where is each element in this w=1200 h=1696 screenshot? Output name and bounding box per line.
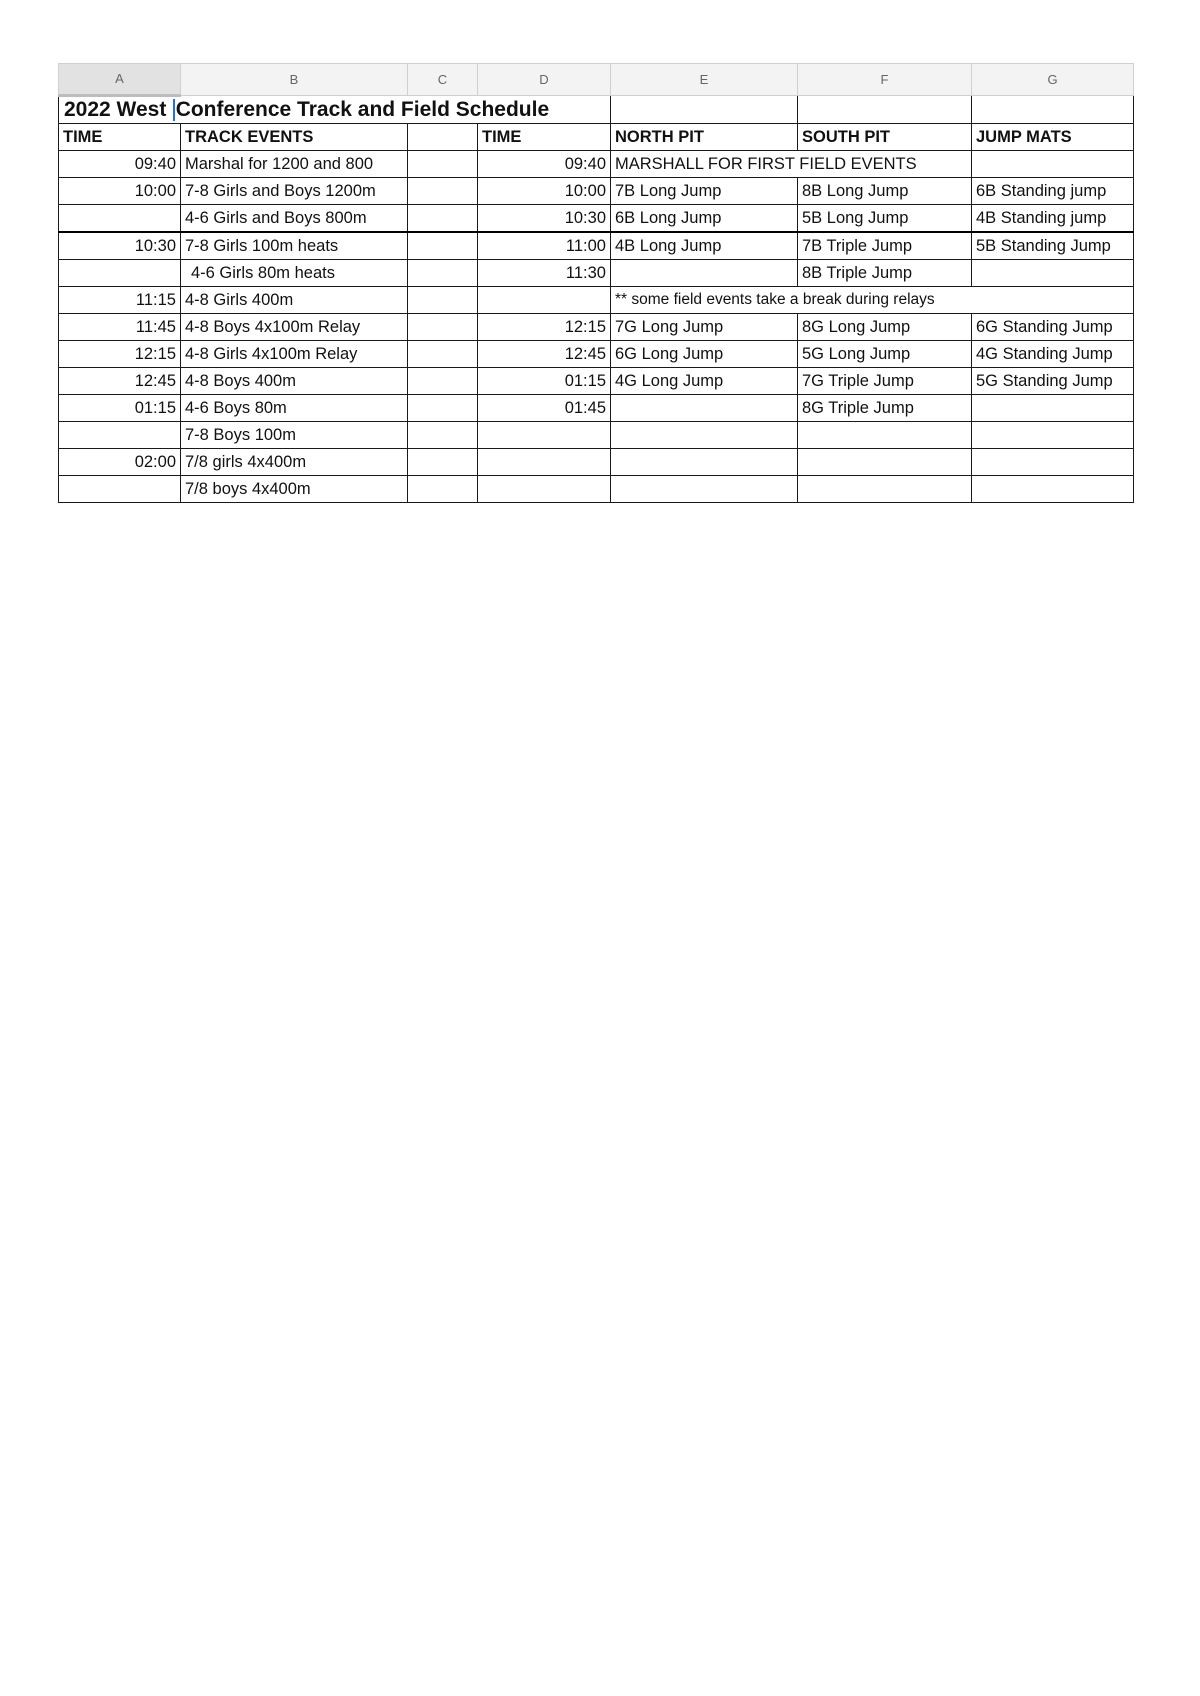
time-cell[interactable]: 10:30 xyxy=(59,232,181,260)
south-pit-cell[interactable] xyxy=(798,449,972,476)
time-cell[interactable] xyxy=(59,260,181,287)
north-pit-cell[interactable]: MARSHALL FOR FIRST FIELD EVENTS xyxy=(611,151,972,178)
header-track-events[interactable]: TRACK EVENTS xyxy=(181,124,408,151)
jump-mats-cell[interactable]: 4B Standing jump xyxy=(972,205,1134,233)
track-event-cell[interactable]: 7-8 Girls and Boys 1200m xyxy=(181,178,408,205)
time-cell[interactable] xyxy=(59,422,181,449)
column-header-row xyxy=(59,64,1134,96)
north-pit-cell[interactable] xyxy=(611,395,798,422)
blank-cell[interactable] xyxy=(408,395,478,422)
jump-mats-cell[interactable]: 5G Standing Jump xyxy=(972,368,1134,395)
track-event-cell[interactable]: 4-8 Boys 400m xyxy=(181,368,408,395)
north-pit-cell[interactable] xyxy=(611,422,798,449)
south-pit-cell[interactable]: 5G Long Jump xyxy=(798,341,972,368)
track-event-cell[interactable]: 4-6 Girls and Boys 800m xyxy=(181,205,408,233)
column-header-b[interactable]: B xyxy=(181,64,408,96)
time-cell[interactable]: 12:15 xyxy=(59,341,181,368)
blank-cell[interactable] xyxy=(408,232,478,260)
south-pit-cell[interactable]: 8G Long Jump xyxy=(798,314,972,341)
blank-cell[interactable] xyxy=(408,205,478,233)
track-event-cell[interactable]: 4-8 Girls 400m xyxy=(181,287,408,314)
track-event-cell[interactable]: Marshal for 1200 and 800 xyxy=(181,151,408,178)
column-header-c[interactable]: C xyxy=(408,64,478,96)
table-row xyxy=(59,287,1134,314)
south-pit-cell[interactable] xyxy=(798,422,972,449)
jump-mats-cell[interactable]: 5B Standing Jump xyxy=(972,232,1134,260)
relay-break-note[interactable]: ** some field events take a break during relays xyxy=(611,287,1134,314)
time-cell[interactable] xyxy=(59,205,181,233)
schedule-table xyxy=(58,63,1134,503)
column-header-d[interactable]: D xyxy=(478,64,611,96)
jump-mats-cell[interactable] xyxy=(972,476,1134,503)
field-time-cell[interactable]: 12:45 xyxy=(478,341,611,368)
north-pit-cell[interactable]: 4B Long Jump xyxy=(611,232,798,260)
header-north-pit[interactable]: NORTH PIT xyxy=(611,124,798,151)
table-row xyxy=(59,449,1134,476)
jump-mats-cell[interactable] xyxy=(972,422,1134,449)
field-time-cell[interactable] xyxy=(478,449,611,476)
header-time-a[interactable]: TIME xyxy=(59,124,181,151)
jump-mats-cell[interactable]: 6G Standing Jump xyxy=(972,314,1134,341)
blank-cell[interactable] xyxy=(408,476,478,503)
table-row xyxy=(59,314,1134,341)
table-row xyxy=(59,368,1134,395)
track-event-cell[interactable]: 4-8 Girls 4x100m Relay xyxy=(181,341,408,368)
track-event-cell[interactable]: 4-6 Girls 80m heats xyxy=(181,260,408,287)
blank-cell[interactable] xyxy=(408,368,478,395)
south-pit-cell[interactable] xyxy=(798,476,972,503)
south-pit-cell[interactable]: 8B Long Jump xyxy=(798,178,972,205)
time-cell[interactable]: 10:00 xyxy=(59,178,181,205)
time-cell[interactable]: 09:40 xyxy=(59,151,181,178)
spreadsheet xyxy=(58,63,1134,503)
jump-mats-cell[interactable] xyxy=(972,449,1134,476)
field-time-cell[interactable]: 11:00 xyxy=(478,232,611,260)
north-pit-cell[interactable]: 7G Long Jump xyxy=(611,314,798,341)
track-event-cell[interactable]: 7/8 boys 4x400m xyxy=(181,476,408,503)
blank-cell[interactable] xyxy=(408,260,478,287)
blank-cell[interactable] xyxy=(408,151,478,178)
blank-cell[interactable] xyxy=(408,314,478,341)
cell-e1[interactable] xyxy=(611,96,798,124)
field-time-cell[interactable] xyxy=(478,422,611,449)
header-blank-c[interactable] xyxy=(408,124,478,151)
table-row xyxy=(59,422,1134,449)
field-time-cell[interactable]: 10:30 xyxy=(478,205,611,233)
field-time-cell[interactable] xyxy=(478,287,611,314)
cell-g1[interactable] xyxy=(972,96,1134,124)
header-jump-mats[interactable]: JUMP MATS xyxy=(972,124,1134,151)
table-row xyxy=(59,395,1134,422)
table-row xyxy=(59,178,1134,205)
track-event-cell[interactable]: 7-8 Boys 100m xyxy=(181,422,408,449)
track-event-cell[interactable]: 4-8 Boys 4x100m Relay xyxy=(181,314,408,341)
blank-cell[interactable] xyxy=(408,287,478,314)
field-time-cell[interactable]: 01:15 xyxy=(478,368,611,395)
cell-f1[interactable] xyxy=(798,96,972,124)
north-pit-cell[interactable] xyxy=(611,260,798,287)
text-cursor xyxy=(173,99,175,121)
time-cell[interactable]: 02:00 xyxy=(59,449,181,476)
time-cell[interactable]: 12:45 xyxy=(59,368,181,395)
blank-cell[interactable] xyxy=(408,178,478,205)
blank-cell[interactable] xyxy=(408,449,478,476)
blank-cell[interactable] xyxy=(408,341,478,368)
south-pit-cell[interactable]: 7G Triple Jump xyxy=(798,368,972,395)
north-pit-cell[interactable] xyxy=(611,449,798,476)
sheet-title-part-1: 2022 West xyxy=(64,98,173,121)
field-time-cell[interactable]: 12:15 xyxy=(478,314,611,341)
header-row xyxy=(59,124,1134,151)
jump-mats-cell[interactable] xyxy=(972,395,1134,422)
header-time-d[interactable]: TIME xyxy=(478,124,611,151)
jump-mats-cell[interactable] xyxy=(972,151,1134,178)
column-header-e[interactable]: E xyxy=(611,64,798,96)
column-header-a[interactable]: A xyxy=(59,64,181,96)
table-row xyxy=(59,151,1134,178)
jump-mats-cell[interactable] xyxy=(972,260,1134,287)
column-header-f[interactable]: F xyxy=(798,64,972,96)
blank-cell[interactable] xyxy=(408,422,478,449)
south-pit-cell[interactable]: 8G Triple Jump xyxy=(798,395,972,422)
north-pit-cell[interactable]: 4G Long Jump xyxy=(611,368,798,395)
field-time-cell[interactable]: 10:00 xyxy=(478,178,611,205)
field-time-cell[interactable] xyxy=(478,476,611,503)
south-pit-cell[interactable]: 8B Triple Jump xyxy=(798,260,972,287)
south-pit-cell[interactable]: 5B Long Jump xyxy=(798,205,972,233)
time-cell[interactable]: 01:15 xyxy=(59,395,181,422)
header-south-pit[interactable]: SOUTH PIT xyxy=(798,124,972,151)
track-event-cell[interactable]: 7/8 girls 4x400m xyxy=(181,449,408,476)
field-time-cell[interactable]: 09:40 xyxy=(478,151,611,178)
south-pit-cell[interactable]: 7B Triple Jump xyxy=(798,232,972,260)
table-row xyxy=(59,341,1134,368)
table-row xyxy=(59,476,1134,503)
table-row xyxy=(59,232,1134,260)
track-event-cell[interactable]: 4-6 Boys 80m xyxy=(181,395,408,422)
sheet-title-part-2: Conference Track and Field Schedule xyxy=(175,98,550,121)
track-event-cell[interactable]: 7-8 Girls 100m heats xyxy=(181,232,408,260)
table-row xyxy=(59,205,1134,233)
north-pit-cell[interactable] xyxy=(611,476,798,503)
north-pit-cell[interactable]: 7B Long Jump xyxy=(611,178,798,205)
field-time-cell[interactable]: 01:45 xyxy=(478,395,611,422)
jump-mats-cell[interactable]: 4G Standing Jump xyxy=(972,341,1134,368)
time-cell[interactable]: 11:15 xyxy=(59,287,181,314)
jump-mats-cell[interactable]: 6B Standing jump xyxy=(972,178,1134,205)
column-header-g[interactable]: G xyxy=(972,64,1134,96)
title-row xyxy=(59,96,1134,124)
time-cell[interactable]: 11:45 xyxy=(59,314,181,341)
field-time-cell[interactable]: 11:30 xyxy=(478,260,611,287)
table-row xyxy=(59,260,1134,287)
north-pit-cell[interactable]: 6G Long Jump xyxy=(611,341,798,368)
north-pit-cell[interactable]: 6B Long Jump xyxy=(611,205,798,233)
sheet-title-cell[interactable] xyxy=(59,96,611,124)
time-cell[interactable] xyxy=(59,476,181,503)
